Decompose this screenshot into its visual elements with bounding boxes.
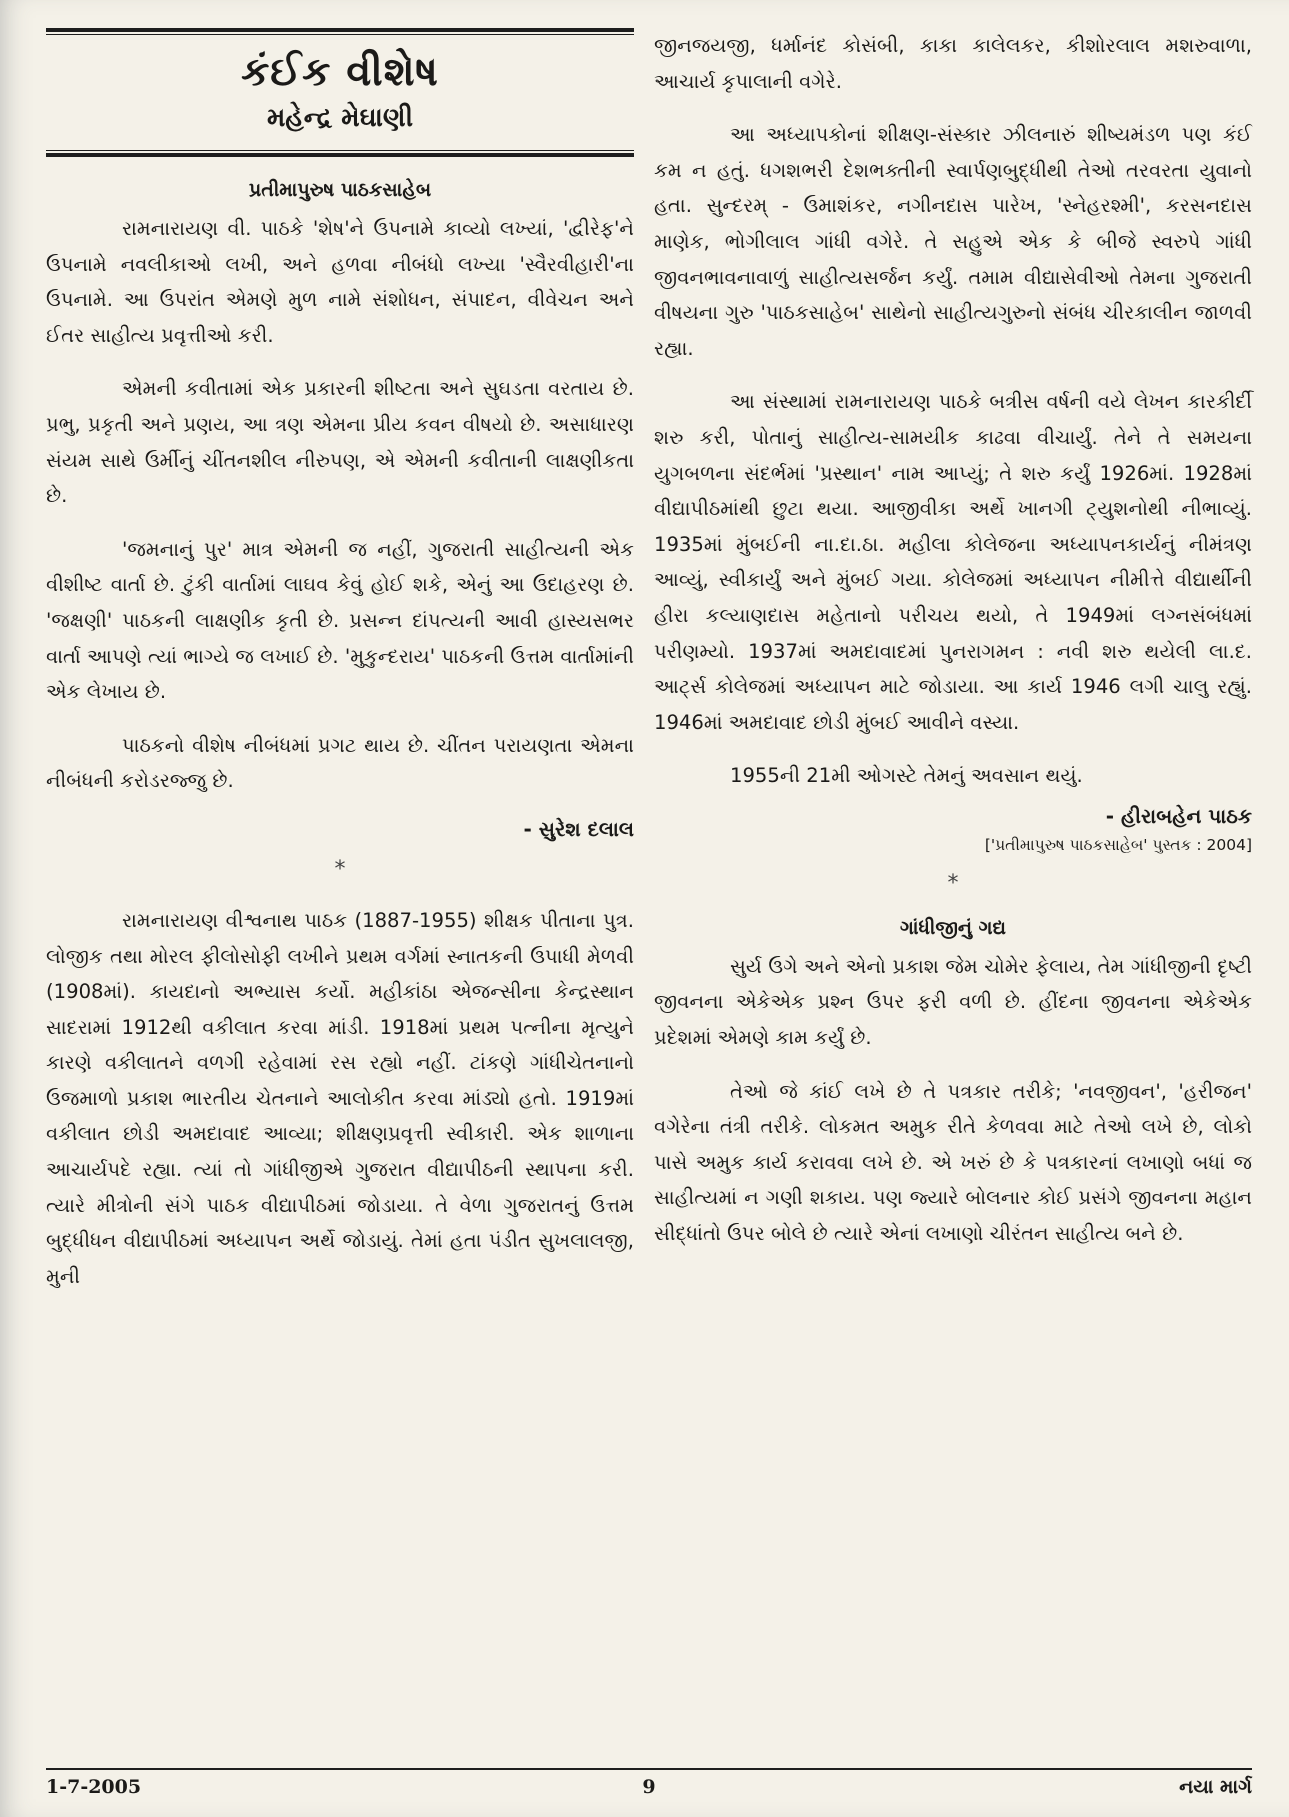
issue-date: 1-7-2005 [46,1776,142,1798]
signature-hiraben-pathak: - હીરાબહેન પાઠક [1105,803,1252,828]
footer-row [46,1770,1252,1810]
article-paragraph: રામનારાયણ વી. પાઠકે 'શેષ'ને ઉપનામે કાવ્યો લખ્યાં, 'દ્વીરેફ'ને ઉપનામે નવલીકાઓ લખી, અને હળવા નીબંધો લખ્યા 'સ્વૈરવીહારી'ના ઉપનામે. આ ઉપરાંત એમણે મુળ નામે સંશોધન, સંપાદન, વીવેચન અને ઈતર સાહીત્ય પ્રવૃત્તીઓ કરી. [46,217,634,347]
masthead-rule-bottom-thin [46,150,634,151]
article-paragraph: એમની કવીતામાં એક પ્રકારની શીષ્ટતા અને સુઘડતા વરતાય છે. પ્રભુ, પ્રકૃતી અને પ્રણય, આ ત્રણ એમના પ્રીય કવન વીષયો છે. અસાધારણ સંયમ સાથે ઉર્મીનું ચીંતનશીલ નીરુપણ, એ એમની કવીતાની લાક્ષણીકતા છે. [46,377,634,508]
article-paragraph: સુર્ય ઉગે અને એનો પ્રકાશ જેમ ચોમેર ફેલાય, તેમ ગાંધીજીની દૃષ્ટી જીવનના એકેએક પ્રશ્ન ઉપર ફરી વળી છે. હીંદના જીવનના એકેએક પ્રદેશમાં એમણે કામ કર્યું છે. [654,954,1252,1050]
bio-paragraph: રામનારાયણ વીશ્વનાથ પાઠક (1887-1955) શીક્ષક પીતાના પુત્ર. લોજીક તથા મોરલ ફીલોસોફી લખીને પ્રથમ વર્ગમાં સ્નાતકની ઉપાધી મેળવી (1908માં). કાયદાનો અભ્યાસ કર્યો. મહીકાંઠા એજન્સીના કેન્દ્રસ્થાન સાદરામાં 1912થી વકીલાત કરવા માંડી. 1918માં પ્રથમ પત્નીના મૃત્યુને કારણે વકીલાતને વળગી રહેવામાં રસ રહ્યો નહીં. ટાંકણે ગાંધીચેતનાનો ઉજમાળો પ્રકાશ ભારતીય ચેતનાને આલોકીત કરવા માંડ્યો હતો. 1919માં વકીલાત છોડી અમદાવાદ આવ્યા; શીક્ષણપ્રવૃત્તી સ્વીકારી. એક શાળાના આચાર્યપદે રહ્યા. ત્યાં તો ગાંધીજીએ ગુજરાત વીદ્યાપીઠની સ્થાપના કરી. ત્યારે મીત્રોની સંગે પાઠક વીદ્યાપીઠમાં જોડાયા. તે વેળા ગુજરાતનું ઉત્તમ બુદ્ધીધન વીદ્યાપીઠમાં અધ્યાપન અર્થે જોડાયું. તેમાં હતા પંડીત સુખલાલજી, મુની [46,908,634,1288]
separator-asterisk: * [947,870,959,896]
column-author: મહેન્દ્ર મેઘાણી [266,103,414,133]
right-column [654,28,1252,1270]
bio-paragraph: આ સંસ્થામાં રામનારાયણ પાઠકે બત્રીસ વર્ષની વયે લેખન કારકીર્દી શરુ કરી, પોતાનું સાહીત્ય-સામયીક કાઢવા વીચાર્યું. તેને તે સમયના યુગબળના સંદર્ભમાં 'પ્રસ્થાન' નામ આપ્યું; તે શરુ કર્યું 1926માં. 1928માં વીદ્યાપીઠમાંથી છુટા થયા. આજીવીકા અર્થે ખાનગી ટ્યુશનોથી નીભાવ્યું. 1935માં મુંબઈની ના.દા.ઠા. મહીલા કોલેજના અધ્યાપનકાર્યનું નીમંત્રણ આવ્યું, સ્વીકાર્યું અને મુંબઈ ગયા. કોલેજમાં અધ્યાપન નીમીત્તે વીદ્યાર્થીની હીરા કલ્યાણદાસ મહેતાનો પરીચય થયો, તે 1949માં લગ્નસંબંધમાં પરીણમ્યો. 1937માં અમદાવાદમાં પુનરાગમન : નવી શરુ થયેલી લા.દ. આર્ટ્સ કોલેજમાં અધ્યાપન માટે જોડાયા. આ કાર્ય 1946 લગી ચાલુ રહ્યું. 1946માં અમદાવાદ છોડી મુંબઈ આવીને વસ્યા. [654,390,1252,734]
bio-paragraph: આ અધ્યાપકોનાં શીક્ષણ-સંસ્કાર ઝીલનારું શીષ્યમંડળ પણ કંઈ કમ ન હતું. ધગશભરી દેશભક્તીની સ્વાર્પણબુદ્ધીથી તેઓ તરવરતા યુવાનો હતા. સુન્દરમ્ - ઉમાશંકર, નગીનદાસ પારેખ, 'સ્નેહરશ્મી', કરસનદાસ માણેક, ભોગીલાલ ગાંધી વગેરે. તે સહુએ એક કે બીજે સ્વરુપે ગાંધી જીવનભાવનાવાળું સાહીત્યસર્જન કર્યું. તમામ વીદ્યાસેવીઓ તેમના ગુજરાતી વીષયના ગુરુ 'પાઠકસાહેબ' સાથેનો સાહીત્યગુરુનો સંબંધ ચીરકાલીન જાળવી રહ્યા. [654,123,1252,360]
section-heading-gandhi-prose: ગાંધીજીનું ગદ્ય [899,916,1006,939]
bio-paragraph: 1955ની 21મી ઓગસ્ટે તેમનું અવસાન થયું. [730,764,1083,788]
article-paragraph: પાઠકનો વીશેષ નીબંધમાં પ્રગટ થાય છે. ચીંતન પરાયણતા એમના નીબંધની કરોડરજ્જુ છે. [46,733,634,793]
masthead-rule-top-thin [46,34,634,35]
bio-continuation: જીનજયજી, ધર્માનંદ કોસંબી, કાકા કાલેલકર, કીશોરલાલ મશરુવાળા, આચાર્ય કૃપાલાની વગેરે. [654,34,1252,93]
page-footer [46,1768,1252,1810]
column-title: કંઈક વીશેષ [241,49,439,95]
masthead-rule-top [46,28,634,32]
masthead [46,28,634,157]
article-paragraph: તેઓ જે કાંઈ લખે છે તે પત્રકાર તરીકે; 'નવજીવન', 'હરીજન' વગેરેના તંત્રી તરીકે. લોકમત અમુક રીતે કેળવવા માટે તેઓ લખે છે, લોકો પાસે અમુક કાર્ય કરાવવા લખે છે. એ ખરું છે કે પત્રકારનાં લખાણો બધાં જ સાહીત્યમાં ન ગણી શકાય. પણ જ્યારે બોલનાર કોઈ પ્રસંગે જીવનના મહાન સીદ્ધાંતો ઉપર બોલે છે ત્યારે એનાં લખાણો ચીરંતન સાહીત્ય બને છે. [654,1079,1252,1246]
magazine-name: નયા માર્ગ [1179,1776,1252,1798]
separator-asterisk: * [334,856,346,882]
signature-suresh-dalal: - સુરેશ દલાલ [523,816,634,841]
page-number: 9 [642,1776,656,1798]
source-citation: ['પ્રતીમાપુરુષ પાઠકસાહેબ' પુસ્તક : 2004] [984,835,1252,854]
masthead-rule-bottom [46,153,634,157]
left-column [46,28,634,1312]
article-paragraph: 'જમનાનું પુર' માત્ર એમની જ નહીં, ગુજરાતી સાહીત્યની એક વીશીષ્ટ વાર્તા છે. ટુંકી વાર્તામાં લાઘવ કેવું હોઈ શકે, એનું આ ઉદાહરણ છે. 'જક્ષણી' પાઠકની લાક્ષણીક કૃતી છે. પ્રસન્ન દાંપત્યની આવી હાસ્યસભર વાર્તા આપણે ત્યાં ભાગ્યે જ લખાઈ છે. 'મુકુન્દરાય' પાઠકની ઉત્તમ વાર્તામાંની એક લેખાય છે. [46,537,634,704]
section-heading-pathak: પ્રતીમાપુરુષ પાઠકસાહેબ [248,179,432,201]
